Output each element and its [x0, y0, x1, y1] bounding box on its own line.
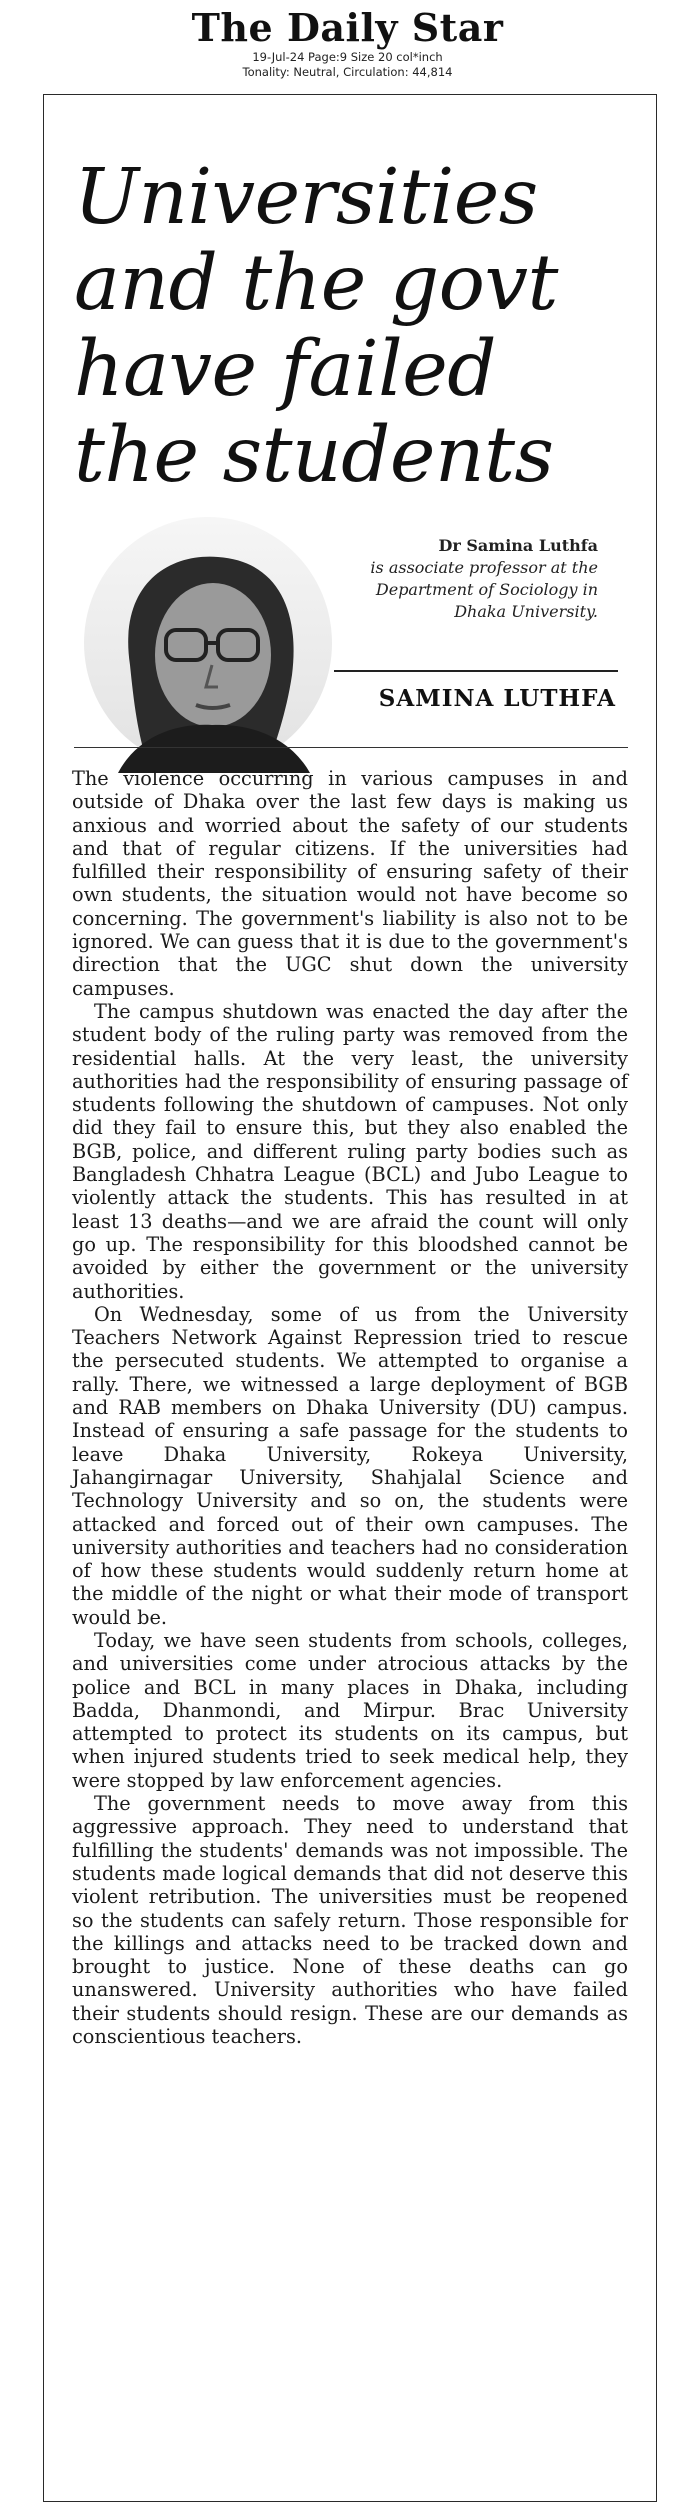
paragraph: On Wednesday, some of us from the University Teachers Network Against Repression tried to rescue the persecuted students. We attempted to organise a rally. There, we witnessed a large deployment of BGB and RAB members on Dhaka University (DU) campus. Instead of ensuring a safe passage for the students to leave Dhaka University, Rokeya University, Jahangirnagar University, Shahjalal Science and Technology University and so on, the students were attacked and forced out of their own campuses. The university authorities and teachers had no consideration of how these students would suddenly return home at the middle of the night or what their mode of transport would be.: [72, 1302, 628, 1629]
article-body: [72, 767, 628, 2048]
clip-meta-tonality: Tonality: Neutral, Circulation: 44,814: [242, 65, 453, 79]
article-clipping: [43, 94, 657, 2502]
paragraph: Today, we have seen students from schools, colleges, and universities come under atrocious attacks by the police and BCL in many places in Dhaka, including Badda, Dhanmondi, and Mirpur. Brac University attempted to protect its students on its campus, but when injured students tried to seek medical help, they were stopped by law enforcement agencies.: [72, 1628, 628, 1792]
author-bio-text: is associate professor at the Department of Sociology in Dhaka University.: [370, 558, 598, 621]
author-bio-name: Dr Samina Luthfa: [438, 536, 598, 555]
author-bio: [358, 535, 598, 623]
clip-meta-date-page: 19-Jul-24 Page:9 Size 20 col*inch: [252, 50, 443, 64]
byline-rule: [334, 670, 618, 672]
paragraph: The violence occurring in various campuses in and outside of Dhaka over the last few days is making us anxious and worried about the safety of our students and that of regular citizens. If the universities had fulfilled their responsibility of ensuring safety of their own students, the situation would not have become so concerning. The government's liability is also not to be ignored. We can guess that it is due to the government's direction that the UGC shut down the university campuses.: [72, 767, 628, 1000]
author-portrait: [78, 515, 336, 773]
headline: Universities and the govt have failed the students: [74, 153, 558, 500]
masthead: [0, 6, 695, 80]
newspaper-logo: The Daily Star: [191, 5, 504, 50]
section-divider: [74, 747, 628, 748]
paragraph: The campus shutdown was enacted the day after the student body of the ruling party was removed from the residential halls. At the very least, the university authorities had the responsibility of ensuring passage of students following the shutdown of campuses. Not only did they fail to ensure this, but they also enabled the BGB, police, and different ruling party bodies such as Bangladesh Chhatra League (BCL) and Jubo League to violently attack the students. This has resulted in at least 13 deaths—and we are afraid the count will only go up. The responsibility for this bloodshed cannot be avoided by either the government or the university authorities.: [72, 999, 628, 1303]
byline: SAMINA LUTHFA: [378, 685, 616, 712]
paragraph: The government needs to move away from this aggressive approach. They need to understand that fulfilling the students' demands was not impossible. The students made logical demands that did not deserve this violent retribution. The universities must be reopened so the students can safely return. Those responsible for the killings and attacks need to be tracked down and brought to justice. None of these deaths can go unanswered. University authorities who have failed their students should resign. These are our demands as conscientious teachers.: [72, 1792, 628, 2049]
